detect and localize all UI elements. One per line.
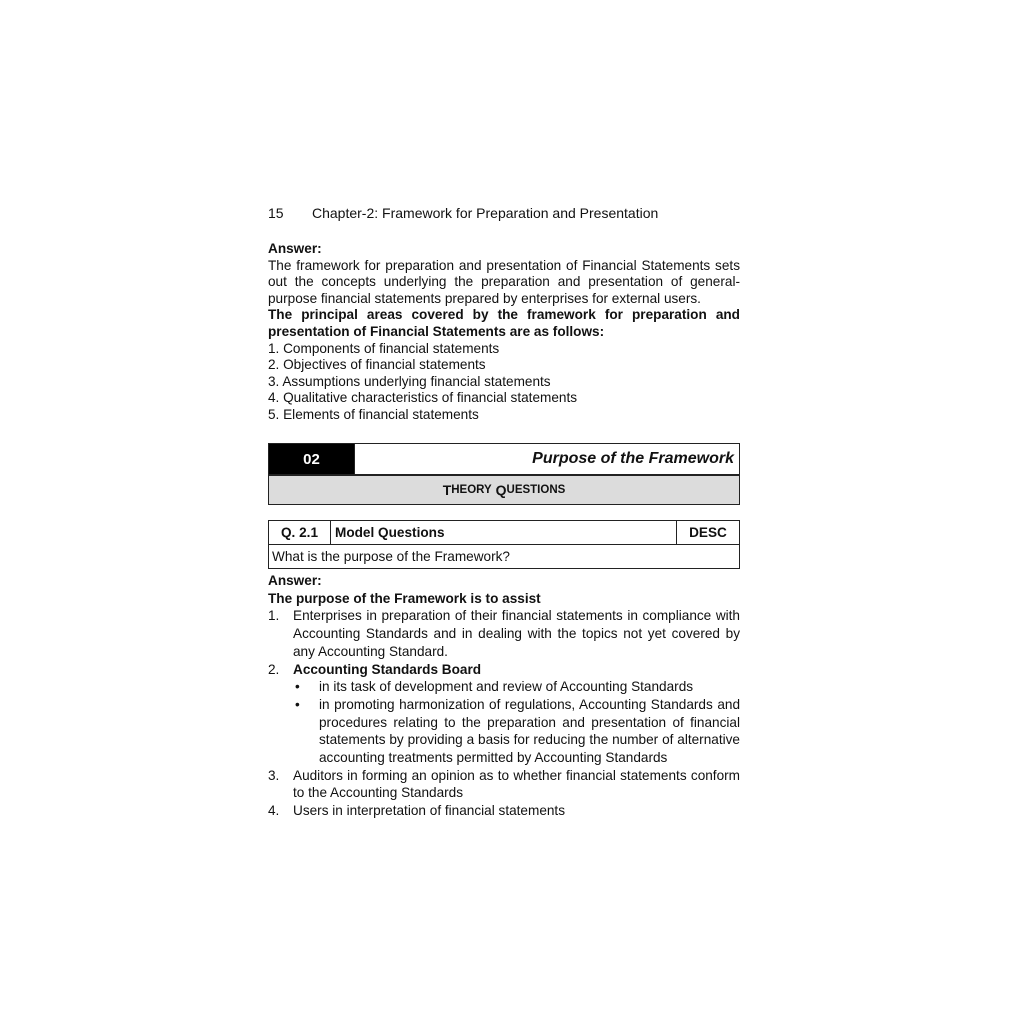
principal-areas-list [268, 341, 740, 424]
list-item: 3. Assumptions underlying financial statements [268, 373, 551, 389]
sub-list-text: in promoting harmonization of regulations, Accounting Standards and procedures relating to the preparation and presentation of financial statements by providing a basis for reducing the number of alternative accounting treatments permitted by Accounting Standards [319, 696, 740, 766]
page-header [268, 205, 658, 221]
section-banner [268, 443, 740, 475]
list-item: 4. Qualitative characteristics of financial statements [268, 390, 578, 406]
theory-t: T [442, 482, 452, 498]
sub-list-item [293, 678, 740, 696]
list-text: Accounting Standards Board [293, 661, 482, 677]
answer-paragraph-line: out the concepts underlying the preparation and presentation of general- [268, 274, 740, 290]
question-text-row [269, 545, 740, 569]
answer-heading: Answer: [268, 241, 322, 256]
list-item: 1. Components of financial statements [268, 340, 500, 356]
list-text: Users in interpretation of financial statements [293, 803, 566, 819]
list-item [268, 767, 740, 802]
question-tag: DESC [677, 521, 740, 545]
answer-paragraph-line: purpose financial statements prepared by enterprises for external users. [268, 290, 701, 306]
principal-areas-line: The principal areas covered by the framework for preparation and [268, 307, 740, 323]
bullet-icon: • [295, 696, 300, 712]
answer-one [268, 241, 740, 424]
section-number: 02 [269, 444, 354, 474]
question-type: Model Questions [331, 521, 677, 545]
list-number: 4. [268, 803, 280, 819]
answer-two [268, 572, 740, 820]
sub-list-item [293, 696, 740, 767]
list-item: 2. Objectives of financial statements [268, 357, 486, 373]
question-table [268, 520, 740, 569]
question-header-row [269, 521, 740, 545]
theory-q: Q [495, 482, 507, 498]
answer-heading: Answer: [268, 573, 322, 588]
list-number: 3. [268, 767, 280, 783]
chapter-title: Chapter-2: Framework for Preparation and Presentation [312, 205, 659, 221]
theory-rest: HEORY [451, 484, 492, 496]
list-item [268, 661, 740, 679]
sub-list-text: in its task of development and review of Accounting Standards [319, 679, 694, 695]
bullet-icon: • [295, 679, 300, 695]
page-number: 15 [268, 205, 284, 221]
list-number: 2. [268, 661, 280, 677]
list-text: Auditors in forming an opinion as to whether financial statements conform to the Accounting Standards [293, 767, 740, 801]
list-item [268, 802, 740, 820]
theory-rest2: UESTIONS [506, 484, 566, 496]
list-item [268, 607, 740, 660]
list-item: 5. Elements of financial statements [268, 406, 479, 422]
section-title: Purpose of the Framework [354, 444, 739, 474]
list-number: 1. [268, 608, 280, 624]
answer-paragraph [268, 258, 740, 308]
theory-questions-heading [268, 475, 740, 505]
answer-lead: The purpose of the Framework is to assist [268, 590, 541, 606]
list-text: Enterprises in preparation of their financial statements in compliance with Accounting Standards and in dealing with the topics not yet covered by any Accounting Standard. [293, 608, 740, 659]
question-id: Q. 2.1 [269, 521, 331, 545]
principal-areas-line: presentation of Financial Statements are as follows: [268, 323, 605, 339]
principal-areas-intro [268, 307, 740, 340]
answer-paragraph-line: The framework for preparation and presentation of Financial Statements sets [268, 257, 740, 273]
question-text: What is the purpose of the Framework? [269, 545, 740, 569]
